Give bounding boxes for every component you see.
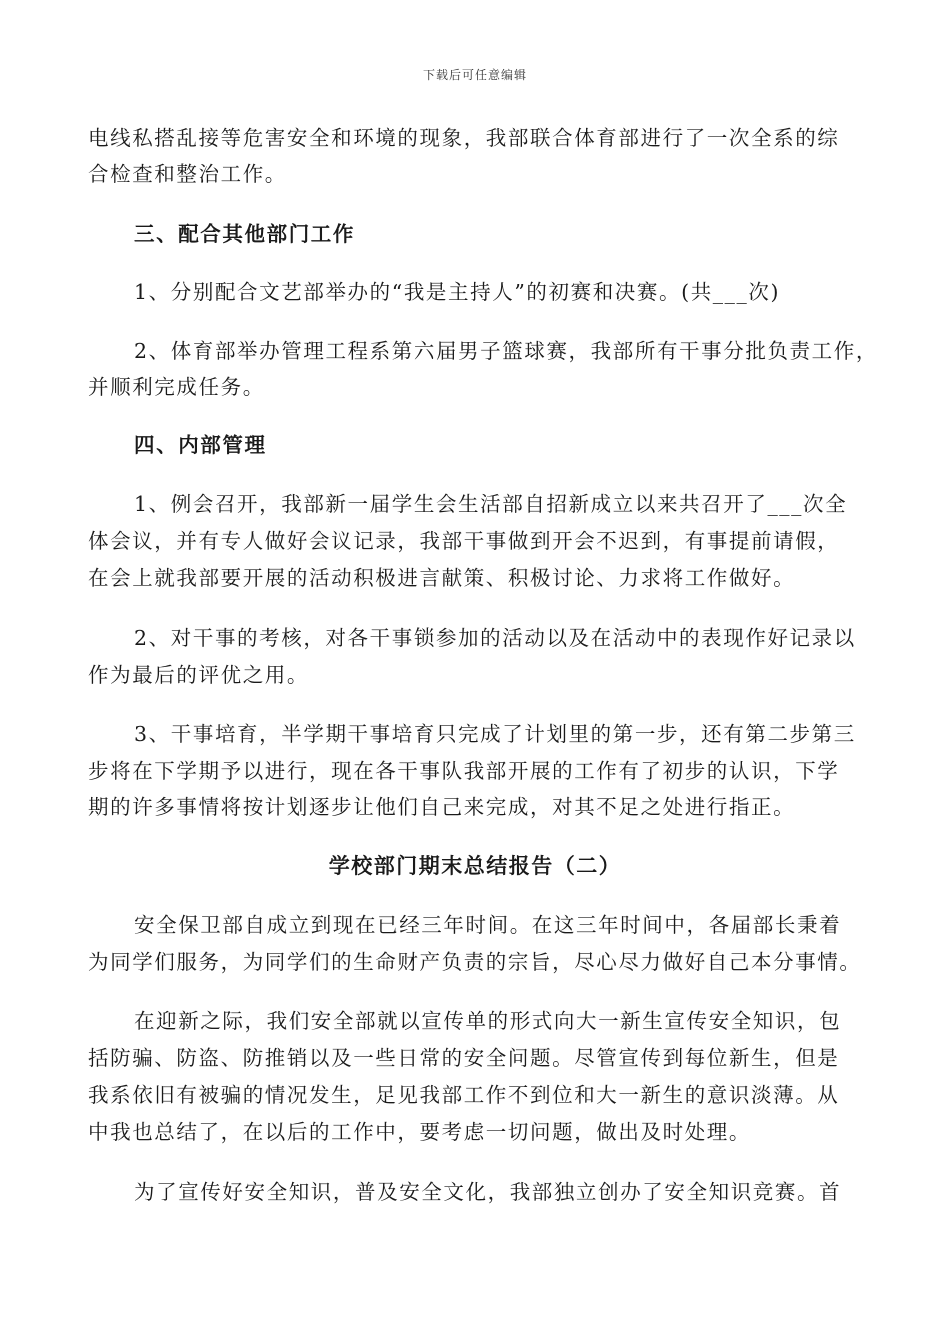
body-line: 体会议，并有专人做好会议记录，我部干事做到开会不迟到，有事提前请假， — [88, 529, 840, 553]
body-line: 1、例会召开，我部新一届学生会生活部自招新成立以来共召开了___次全 — [134, 492, 848, 516]
body-line: 安全保卫部自成立到现在已经三年时间。在这三年时间中，各届部长秉着 — [134, 913, 842, 937]
body-line: 期的许多事情将按计划逐步让他们自己来完成，对其不足之处进行指正。 — [88, 795, 796, 819]
body-line: 电线私搭乱接等危害安全和环境的现象，我部联合体育部进行了一次全系的综 — [88, 126, 840, 150]
body-line: 中我也总结了，在以后的工作中，要考虑一切问题，做出及时处理。 — [88, 1120, 751, 1144]
body-line: 合检查和整治工作。 — [88, 162, 287, 186]
body-line: 2、体育部举办管理工程系第六届男子篮球赛，我部所有干事分批负责工作， — [134, 339, 878, 363]
section-title: 学校部门期末总结报告（二） — [328, 853, 622, 878]
body-line: 括防骗、防盗、防推销以及一些日常的安全问题。尽管宣传到每位新生，但是 — [88, 1046, 840, 1070]
section-heading: 三、配合其他部门工作 — [134, 222, 355, 246]
body-line: 我系依旧有被骗的情况发生，足见我部工作不到位和大一新生的意识淡薄。从 — [88, 1083, 840, 1107]
body-line: 在迎新之际，我们安全部就以宣传单的形式向大一新生宣传安全知识，包 — [134, 1009, 842, 1033]
body-line: 3、干事培育，半学期干事培育只完成了计划里的第一步，还有第二步第三 — [134, 722, 856, 746]
body-line: 1、分别配合文艺部举办的“我是主持人”的初赛和决赛。(共___次) — [134, 280, 781, 304]
body-line: 为同学们服务，为同学们的生命财产负责的宗旨，尽心尽力做好自己本分事情。 — [88, 950, 862, 974]
body-line: 在会上就我部要开展的活动积极进言献策、积极讨论、力求将工作做好。 — [88, 566, 796, 590]
body-line: 并顺利完成任务。 — [88, 375, 265, 399]
body-line: 作为最后的评优之用。 — [88, 663, 309, 687]
body-line: 2、对干事的考核，对各干事锁参加的活动以及在活动中的表现作好记录以 — [134, 626, 856, 650]
body-line: 为了宣传好安全知识，普及安全文化，我部独立创办了安全知识竞赛。首 — [134, 1180, 842, 1204]
body-line: 步将在下学期予以进行，现在各干事队我部开展的工作有了初步的认识，下学 — [88, 759, 840, 783]
section-heading: 四、内部管理 — [134, 433, 267, 457]
page-header: 下载后可任意编辑 — [422, 68, 527, 82]
